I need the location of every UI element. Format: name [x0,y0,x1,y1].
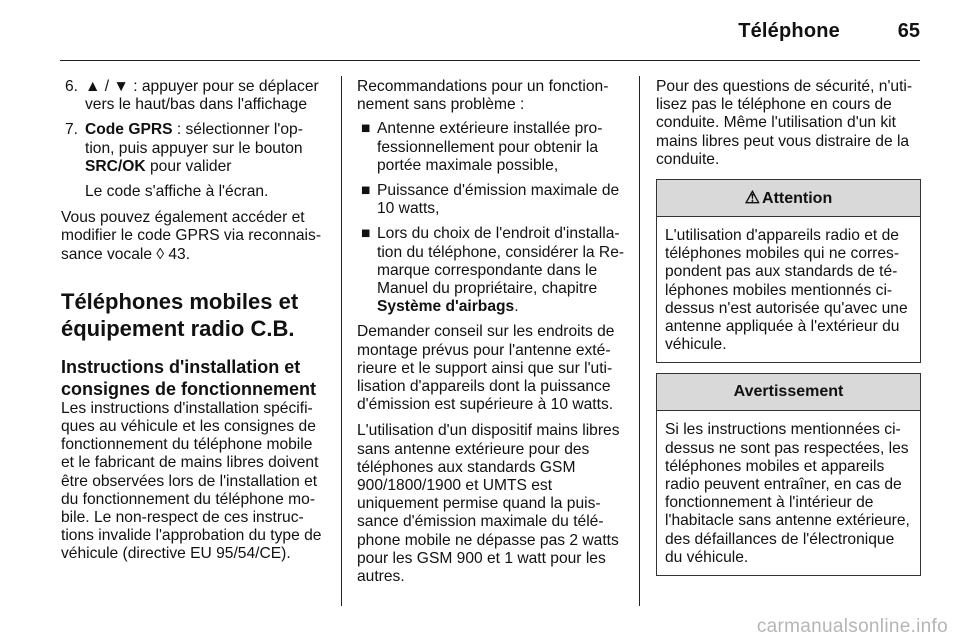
paragraph: L'utilisation d'un dispositif mains libres sans antenne extérieure pour des téléphones aux standards GSM 900/1800/1900 et UMTS est uniquement permise quand la puissance d'émission maximale du téléphone mobile ne dépasse pas 2 watts pour les GSM 900 et 1 watt pour les autres. [357,422,620,586]
bullet-icon: ■ [361,225,371,243]
paragraph: Les instructions d'installation spécifiques au véhicule et les consignes de fonctionnement du téléphone mobile et le fabricant de mains libres doivent être observées lors de l'installation et du fonctionnement du téléphone mobile. Le non-respect de ces instructions invalide l'approbation du type de véhicule (directive EU 95/54/CE). [61,399,322,563]
watermark: carmanualsonline.info [756,616,948,637]
paragraph: Vous pouvez également accéder et modifier le code GPRS via reconnaissance vocale ◊ 43. [61,209,322,263]
list-number: 7. [65,121,79,139]
list-text: ▲ / ▼ : appuyer pour se déplacer vers le haut/bas dans l'affichage [85,78,319,114]
warning-icon: ⚠ [744,188,761,208]
list-note: Le code s'affiche à l'écran. [85,183,269,201]
header-rule [60,60,920,61]
list-item-6 [61,78,327,114]
avertissement-title: Avertissement [657,374,920,411]
page-header [0,0,960,60]
bullet-text: . [514,298,519,316]
bullet-item [357,225,625,316]
paragraph: Pour des questions de sécurité, n'utilisez pas le téléphone en cours de conduite. Même l'utilisation d'un kit mains libres peut vous distraire de la conduite. [656,78,913,168]
bullet-icon: ■ [361,120,371,138]
bullet-icon: ■ [361,182,371,200]
column-1 [61,78,327,572]
attention-box [656,179,921,363]
avertissement-box [656,373,921,576]
list-text: : sélectionner l'option, puis appuyer sur le bouton [85,121,303,157]
attention-label: Attention [762,190,833,208]
bullet-item [357,120,625,175]
avertissement-body: Si les instructions mentionnées ci-dessus ne sont pas respectées, les téléphones mobiles et appareils radio peuvent entraîner, en cas de fonctionnement à l'intérieur de l'habitacle sans antenne extérieure, des défaillances de l'électronique du véhicule. [665,421,910,566]
section-title: Téléphone [738,20,840,42]
menu-term: Code GPRS [85,121,173,139]
attention-body: L'utilisation d'appareils radio et de téléphones mobiles qui ne correspondent pas aux standards de téléphones mobiles mentionnés ci-dessus n'est autorisée qu'avec une antenne appliquée à l'extérieur du véhicule. [665,227,908,354]
button-term: SRC/OK [85,157,146,175]
list-text: pour valider [145,157,232,175]
list-number: 6. [65,78,79,95]
paragraph: Demander conseil sur les endroits de montage prévus pour l'antenne extérieure et le support ainsi que sur l'utilisation d'appareils dont la puissance d'émission est supérieure à 10 watts. [357,323,615,414]
column-3 [656,78,921,586]
chapter-term: Système d'airbags [377,298,515,316]
section-heading: Téléphones mobiles et équipement radio C.B. [61,288,299,341]
page-number: 65 [897,20,920,42]
paragraph: Recommandations pour un fonctionnement sans problème : [357,78,609,114]
bullet-text: Antenne extérieure installée professionnellement pour obtenir la portée maximale possible, [377,120,603,174]
subsection-heading: Instructions d'installation et consignes de fonctionnement [61,356,317,399]
attention-title [657,180,920,217]
bullet-item [357,182,625,218]
list-item-7 [61,121,327,176]
bullet-text: Puissance d'émission maximale de 10 watts, [377,182,620,218]
bullet-text: Lors du choix de l'endroit d'installation du téléphone, considérer la Remarque correspondante dans le Manuel du propriétaire, chapitre [377,225,625,298]
column-divider-2 [639,76,640,606]
column-2 [357,78,625,594]
column-divider-1 [341,76,342,606]
